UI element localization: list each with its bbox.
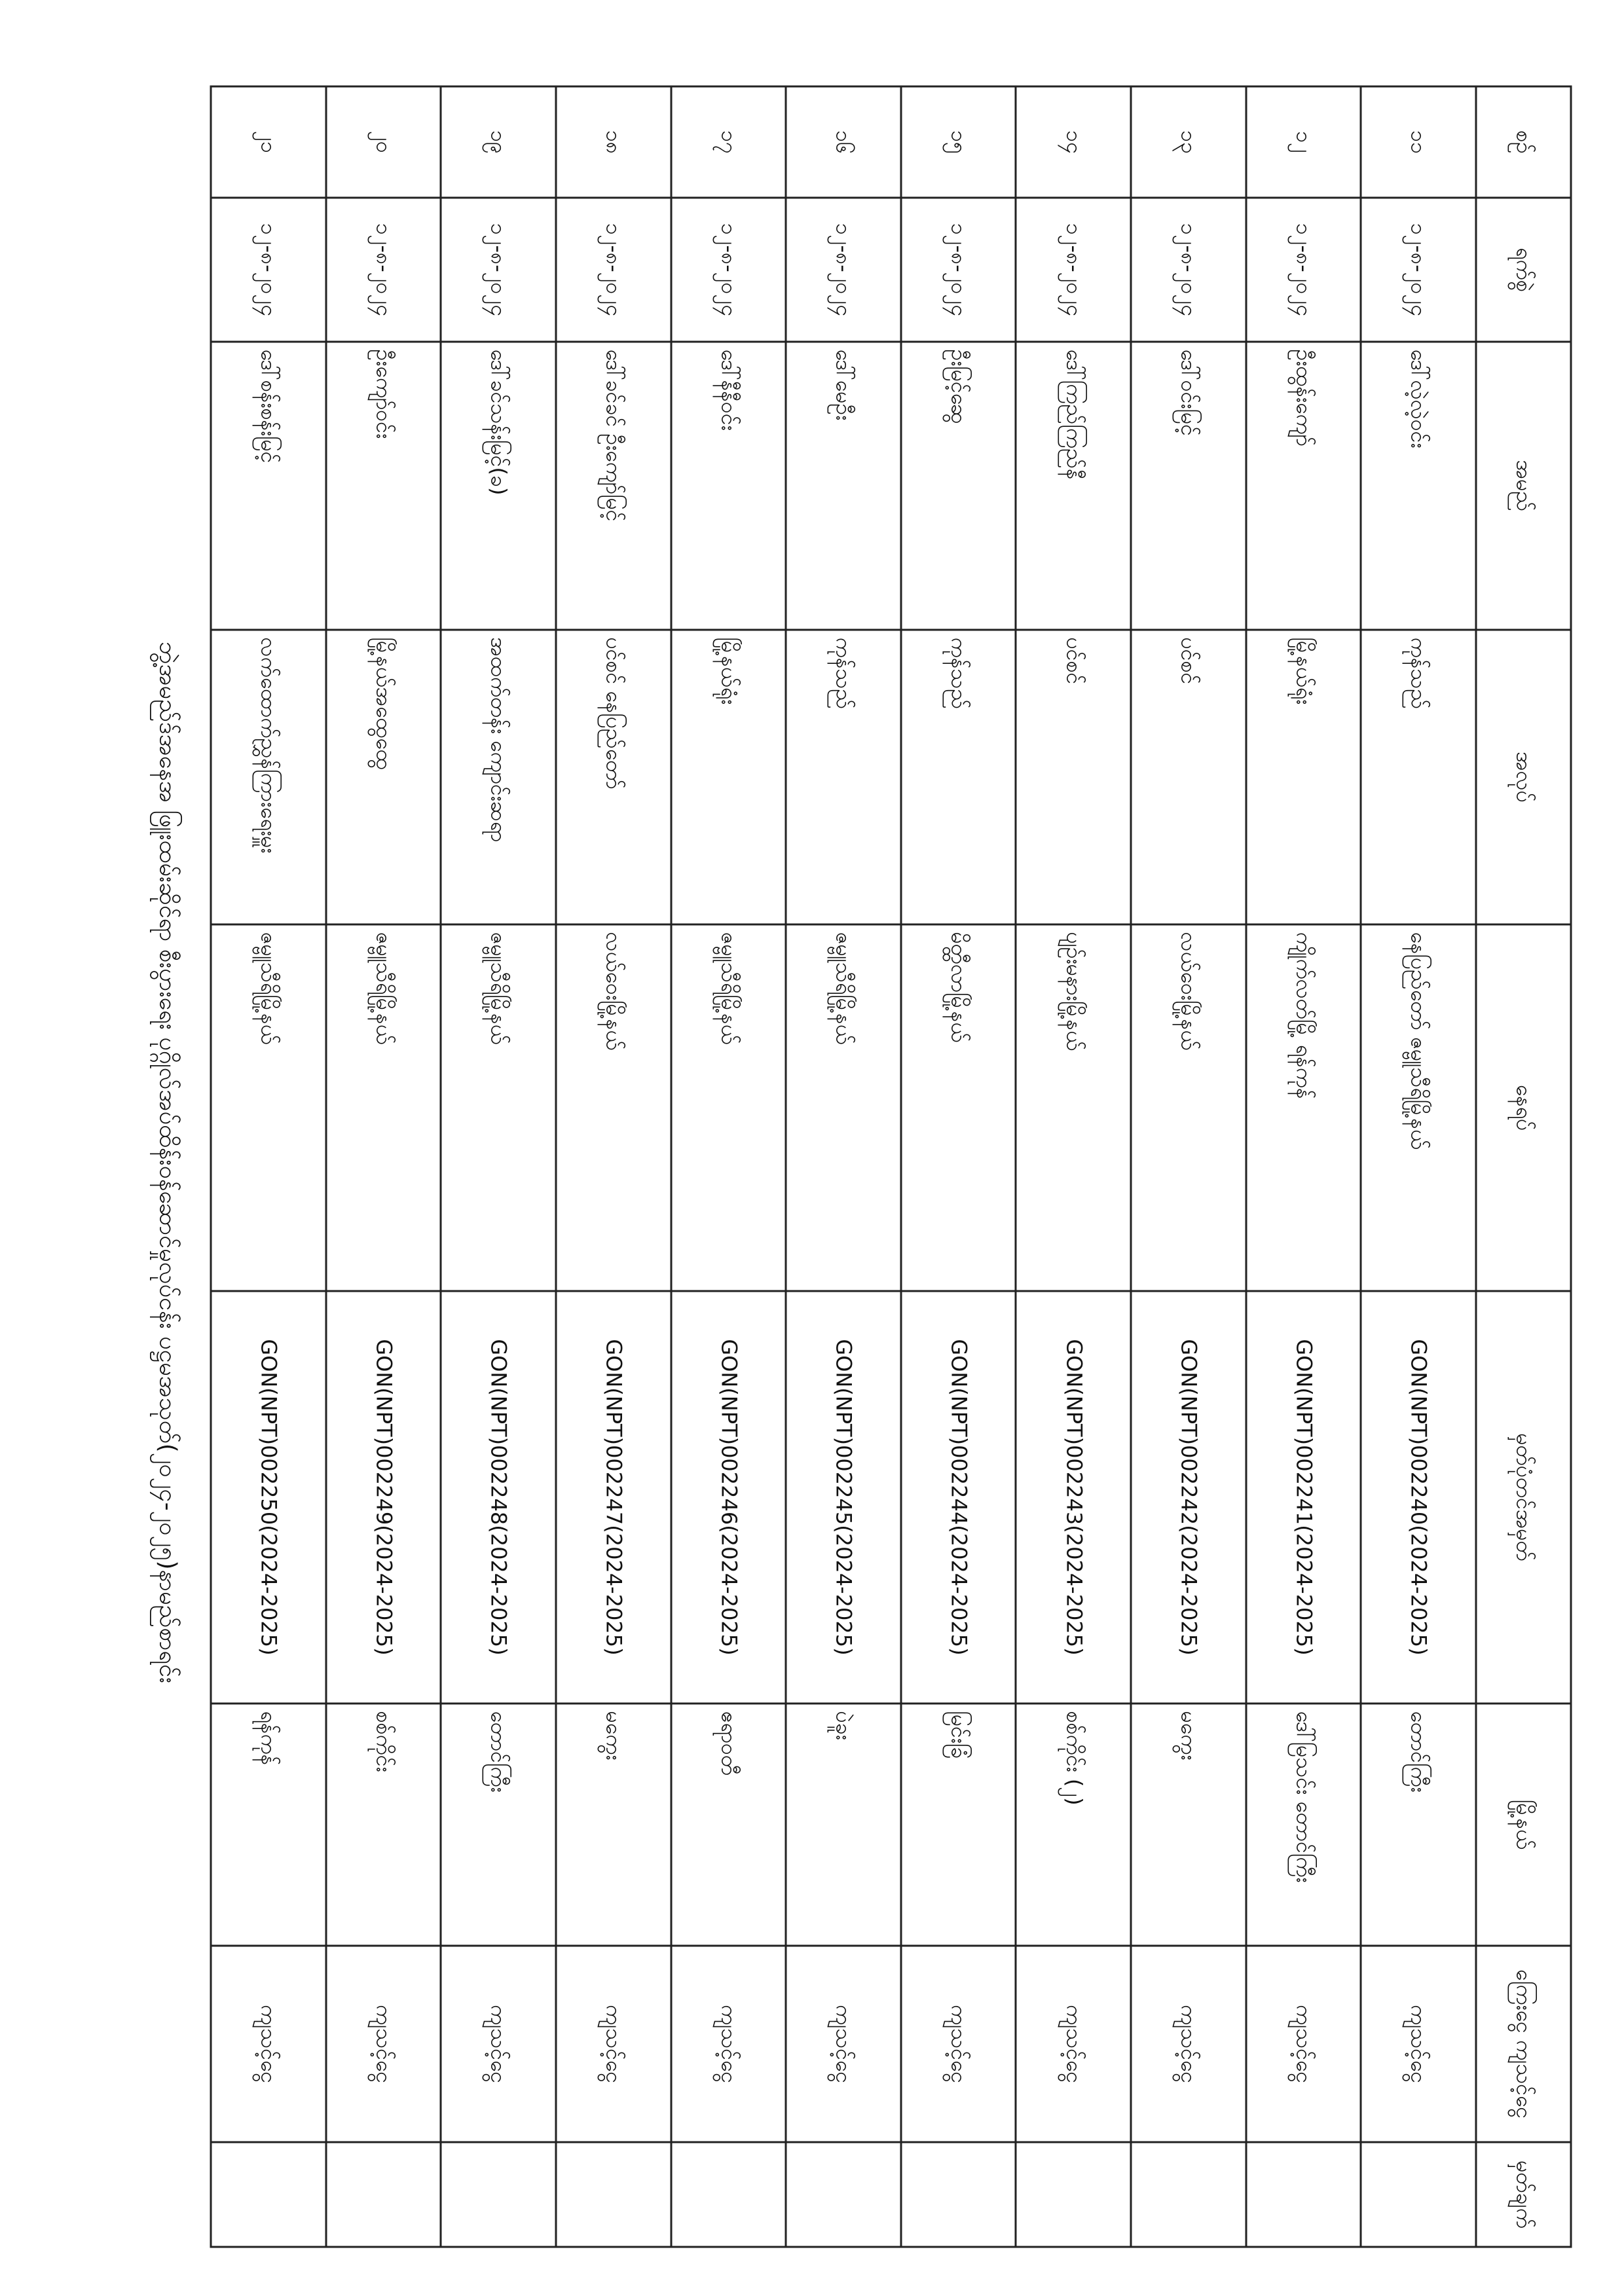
header-remark: မှတ်ချက်: [1476, 2142, 1571, 2247]
cell-date: ၁၂-၈-၂၀၂၄: [1246, 198, 1361, 342]
cell-name: ဒေါ်ခင်သန်းမြင့်(ခ): [441, 342, 556, 630]
cell-name: ဦးကျော်ဝင်း: [325, 342, 441, 630]
cell-fee: ကျသင့်ငွေ: [211, 1946, 326, 2142]
cell-address: ဇမ္ဗူသီရိမြို့နယ်: [786, 924, 901, 1291]
header-occupation: အလုပ်: [1476, 630, 1571, 924]
header-serial: စဉ်: [1476, 86, 1571, 198]
table-header-row: [1476, 86, 1571, 2247]
cell-code: GON(NPT)002248(2024-2025): [441, 1291, 556, 1704]
cell-city: စစ်ကိုင်း: [325, 1704, 441, 1946]
header-name: အမည်: [1476, 342, 1571, 630]
cell-name: ဒေါ်ခင်ခင် ဦးကျော်မြင့်: [556, 342, 671, 630]
header-fee: ကြေးငွေ ကျသင့်ငွေ: [1476, 1946, 1571, 2142]
cell-address: ကျိုက်လတ်မြို့ ရန်ကုန်: [1246, 924, 1361, 1291]
cell-name: ဦးထွန်းကျော်: [1246, 342, 1361, 630]
cell-date: ၁၂-၈-၂၀၂၄: [211, 198, 326, 342]
cell-occupation: ကုန်သည်: [786, 630, 901, 924]
cell-fee: ကျသင့်ငွေ: [1131, 1946, 1246, 2142]
cell-city: စစ်ကိုင်း (၂): [1016, 1704, 1131, 1946]
cell-serial: ၁၇: [671, 86, 786, 198]
cell-occupation: အထက်တန်း ကျောင်းဆရာ: [441, 630, 556, 924]
cell-code: GON(NPT)002241(2024-2025): [1246, 1291, 1361, 1704]
cell-fee: ကျသင့်ငွေ: [556, 1946, 671, 2142]
cell-city: ရန်ကုန်: [211, 1704, 326, 1946]
cell-name: ဦးမြင့်ဆွေ: [900, 342, 1016, 630]
table-body: [211, 86, 1476, 2247]
header-code: မှတ်ပုံတင်အမှတ်: [1476, 1291, 1571, 1704]
cell-fee: ကျသင့်ငွေ: [900, 1946, 1016, 2142]
cell-date: ၁၂-၈-၂၀၂၄: [900, 198, 1016, 342]
cell-remark: [1361, 2142, 1476, 2247]
cell-date: ၁၂-၈-၂၀၂၄: [1361, 198, 1476, 342]
cell-occupation: မြို့နယ်အထွေထွေ: [325, 630, 441, 924]
table-row: [900, 86, 1016, 2247]
cell-address: ဇမ္ဗူသီရိမြို့နယ်: [671, 924, 786, 1291]
cell-remark: [441, 2142, 556, 2247]
cell-serial: ၁၉: [441, 86, 556, 198]
cell-remark: [556, 2142, 671, 2247]
cell-occupation: ပင်စင်: [1016, 630, 1131, 924]
cell-occupation: မြို့နယ်ရုံး: [671, 630, 786, 924]
cell-serial: ၂၁: [211, 86, 326, 198]
cell-name: ဒေါ်ဝင်းမြင့်: [1131, 342, 1246, 630]
cell-name: ဒေါ်စန်းစန်းမြင့်: [211, 342, 326, 630]
cell-city: ပဲခူး: [786, 1704, 901, 1946]
cell-code: GON(NPT)002240(2024-2025): [1361, 1291, 1476, 1704]
cell-remark: [211, 2142, 326, 2247]
cell-address: ပျဉ်းမနားမြို့နယ်: [1016, 924, 1131, 1291]
cell-serial: ၁၄: [1016, 86, 1131, 198]
cell-address: ဇမ္ဗူသီရိမြို့နယ်: [325, 924, 441, 1291]
table-row: [1246, 86, 1361, 2247]
cell-serial: ၁၁: [1361, 86, 1476, 198]
cell-code: GON(NPT)002245(2024-2025): [786, 1291, 901, 1704]
cell-address: ဇမ္ဗူသီရိမြို့နယ်: [211, 924, 326, 1291]
table-row: [1361, 86, 1476, 2247]
cell-code: GON(NPT)002250(2024-2025): [211, 1291, 326, 1704]
cell-fee: ကျသင့်ငွေ: [1016, 1946, 1131, 2142]
cell-city: ဧရာဝတီ: [671, 1704, 786, 1946]
cell-date: ၁၂-၈-၂၀၂၄: [1131, 198, 1246, 342]
cell-remark: [325, 2142, 441, 2247]
cell-code: GON(NPT)002247(2024-2025): [556, 1291, 671, 1704]
table-row: [325, 86, 441, 2247]
cell-code: GON(NPT)002243(2024-2025): [1016, 1291, 1131, 1704]
cell-address: နေပြည်တော် ဇမ္ဗူသီရိမြို့နယ်: [1361, 924, 1476, 1291]
cell-name: ဒေါ်မေဦး: [786, 342, 901, 630]
cell-name: ဒေါ်လဲ့လဲ့ဝင်း: [1361, 342, 1476, 630]
cell-address: ဇမ္ဗူသီရိမြို့နယ်: [441, 924, 556, 1291]
header-city: မြို့နယ်: [1476, 1704, 1571, 1946]
cell-date: ၁၂-၈-၂၀၂၄: [786, 198, 901, 342]
cell-fee: ကျသင့်ငွေ: [1246, 1946, 1361, 2142]
cell-code: GON(NPT)002249(2024-2025): [325, 1291, 441, 1704]
cell-code: GON(NPT)002242(2024-2025): [1131, 1291, 1246, 1704]
cell-remark: [1131, 2142, 1246, 2247]
cell-occupation: ကုန်သည်: [1361, 630, 1476, 924]
cell-serial: ၁၅: [900, 86, 1016, 198]
cell-serial: ၁၆: [786, 86, 901, 198]
cell-name: ဒေါ်ကြည်ကြည်နီ: [1016, 342, 1131, 630]
table-row: [556, 86, 671, 2247]
cell-code: GON(NPT)002246(2024-2025): [671, 1291, 786, 1704]
cell-address: လယ်ဝေးမြို့နယ်: [556, 924, 671, 1291]
cell-occupation: ပင်စင်: [1131, 630, 1246, 924]
table-row: [211, 86, 326, 2247]
cell-code: GON(NPT)002244(2024-2025): [900, 1291, 1016, 1704]
table-row: [441, 86, 556, 2247]
cell-serial: ၂၀: [325, 86, 441, 198]
cell-name: ဒေါ်နီနီဝင်း: [671, 342, 786, 630]
cell-occupation: လက်ထောက်ညွှန်ကြားရေးမှူး: [211, 630, 326, 924]
cell-occupation: ကုန်သည်: [900, 630, 1016, 924]
cell-date: ၁၂-၈-၂၀၂၄: [325, 198, 441, 342]
cell-date: ၁၂-၈-၂၀၂၄: [556, 198, 671, 342]
cell-serial: ၁၃: [1131, 86, 1246, 198]
table-row: [1131, 86, 1246, 2247]
header-address: နေရပ်: [1476, 924, 1571, 1291]
cell-date: ၁၂-၈-၂၀၂၄: [671, 198, 786, 342]
cell-fee: ကျသင့်ငွေ: [1361, 1946, 1476, 2142]
cell-city: တောင်ကြီး: [1361, 1704, 1476, 1946]
cell-city: မြင်းခြံ: [900, 1704, 1016, 1946]
cell-address: မိတ္ထီလာမြို့နယ်: [900, 924, 1016, 1291]
cell-date: ၁၂-၈-၂၀၂၄: [441, 198, 556, 342]
table-row: [671, 86, 786, 2247]
cell-occupation: ပင်စင် နေပြည်တော်: [556, 630, 671, 924]
cell-fee: ကျသင့်ငွေ: [441, 1946, 556, 2142]
cell-date: ၁၂-၈-၂၀၂၄: [1016, 198, 1131, 342]
cell-fee: ကျသင့်ငွေ: [325, 1946, 441, 2142]
cell-remark: [1246, 2142, 1361, 2247]
cell-address: လယ်ဝေးမြို့နယ်: [1131, 924, 1246, 1291]
cell-city: မကွေး: [1131, 1704, 1246, 1946]
table-row: [1016, 86, 1131, 2247]
cell-serial: ၁၈: [556, 86, 671, 198]
registration-table: [210, 85, 1572, 2248]
cell-remark: [900, 2142, 1016, 2247]
header-date: ရက်စွဲ: [1476, 198, 1571, 342]
cell-city: ဒေါ်မြသင်း တောင်ကြီး: [1246, 1704, 1361, 1946]
table-row: [786, 86, 901, 2247]
cell-fee: ကျသင့်ငွေ: [671, 1946, 786, 2142]
cell-serial: ၁၂: [1246, 86, 1361, 198]
cell-fee: ကျသင့်ငွေ: [786, 1946, 901, 2142]
cell-remark: [671, 2142, 786, 2247]
page-title: ဘွဲ့အမည်ဒ်အနေအ ဖြူးထမ်းဆိုင်ရာ စီးပွားရေး ပုဂ္ဂိုလ်အပ်ထိန်းဝန်ဆောင်မှုလုပ်ငန်း ပဋ္ဌမအသုတ်(၂၀၂၄-၂၀၂၅)နာမည်စာရင်း: [154, 641, 181, 1683]
cell-remark: [786, 2142, 901, 2247]
cell-city: တောင်ကြီး: [441, 1704, 556, 1946]
cell-remark: [1016, 2142, 1131, 2247]
cell-city: မကွေး: [556, 1704, 671, 1946]
cell-occupation: မြို့နယ်ရုံး: [1246, 630, 1361, 924]
